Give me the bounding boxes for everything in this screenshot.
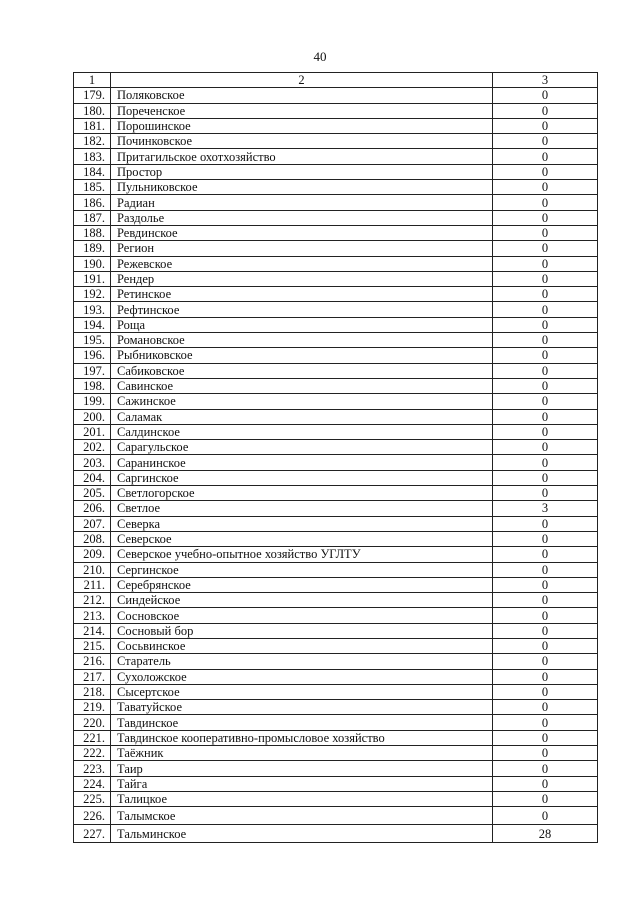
- row-value-cell: 0: [493, 807, 598, 825]
- table-row: [74, 684, 598, 699]
- row-number-cell: 223.: [74, 761, 111, 776]
- row-name-cell: Таир: [111, 761, 493, 776]
- row-value-cell: 0: [493, 378, 598, 393]
- table-row: [74, 562, 598, 577]
- row-number-cell: 200.: [74, 409, 111, 424]
- row-name-cell: Талицкое: [111, 791, 493, 806]
- table-row: [74, 638, 598, 653]
- table-row: [74, 455, 598, 470]
- row-number-cell: 183.: [74, 149, 111, 164]
- row-number-cell: 180.: [74, 103, 111, 118]
- row-number-cell: 199.: [74, 394, 111, 409]
- row-name-cell: Синдейское: [111, 593, 493, 608]
- row-name-cell: Саранинское: [111, 455, 493, 470]
- row-number-cell: 179.: [74, 88, 111, 103]
- table-row: [74, 88, 598, 103]
- table-row: [74, 623, 598, 638]
- row-value-cell: 0: [493, 776, 598, 791]
- table-row: [74, 424, 598, 439]
- row-value-cell: 0: [493, 638, 598, 653]
- table-row: [74, 654, 598, 669]
- table-row: [74, 440, 598, 455]
- row-value-cell: 0: [493, 164, 598, 179]
- row-value-cell: 0: [493, 409, 598, 424]
- row-value-cell: 28: [493, 825, 598, 843]
- row-name-cell: Сосновый бор: [111, 623, 493, 638]
- row-number-cell: 213.: [74, 608, 111, 623]
- table-row: [74, 669, 598, 684]
- row-value-cell: 0: [493, 730, 598, 745]
- row-value-cell: 0: [493, 88, 598, 103]
- row-value-cell: 0: [493, 363, 598, 378]
- row-number-cell: 226.: [74, 807, 111, 825]
- row-name-cell: Саргинское: [111, 470, 493, 485]
- page-number: 40: [313, 49, 327, 64]
- row-name-cell: Починковское: [111, 134, 493, 149]
- row-number-cell: 202.: [74, 440, 111, 455]
- row-value-cell: 0: [493, 195, 598, 210]
- row-value-cell: 0: [493, 271, 598, 286]
- table-row: [74, 700, 598, 715]
- table-row: [74, 317, 598, 332]
- row-value-cell: 0: [493, 746, 598, 761]
- row-name-cell: Простор: [111, 164, 493, 179]
- row-name-cell: Притагильское охотхозяйство: [111, 149, 493, 164]
- table-row: [74, 746, 598, 761]
- row-value-cell: 0: [493, 348, 598, 363]
- row-name-cell: Саламак: [111, 409, 493, 424]
- row-value-cell: 0: [493, 424, 598, 439]
- row-name-cell: Старатель: [111, 654, 493, 669]
- row-number-cell: 181.: [74, 118, 111, 133]
- table-row: [74, 348, 598, 363]
- header-cell-1: 1: [74, 73, 111, 88]
- row-value-cell: 0: [493, 149, 598, 164]
- row-name-cell: Серебрянское: [111, 577, 493, 592]
- row-value-cell: 0: [493, 118, 598, 133]
- row-value-cell: 0: [493, 669, 598, 684]
- row-number-cell: 201.: [74, 424, 111, 439]
- row-name-cell: Рефтинское: [111, 302, 493, 317]
- row-number-cell: 207.: [74, 516, 111, 531]
- row-number-cell: 210.: [74, 562, 111, 577]
- row-number-cell: 225.: [74, 791, 111, 806]
- table-row: [74, 608, 598, 623]
- row-number-cell: 218.: [74, 684, 111, 699]
- row-number-cell: 214.: [74, 623, 111, 638]
- row-value-cell: 0: [493, 531, 598, 546]
- row-number-cell: 208.: [74, 531, 111, 546]
- row-value-cell: 0: [493, 333, 598, 348]
- table-row: [74, 149, 598, 164]
- row-name-cell: Светлое: [111, 501, 493, 516]
- table-row: [74, 825, 598, 843]
- row-number-cell: 211.: [74, 577, 111, 592]
- table-row: [74, 210, 598, 225]
- row-number-cell: 191.: [74, 271, 111, 286]
- table-row: [74, 333, 598, 348]
- row-number-cell: 190.: [74, 256, 111, 271]
- table-row: [74, 118, 598, 133]
- table-row: [74, 378, 598, 393]
- row-value-cell: 0: [493, 791, 598, 806]
- row-number-cell: 205.: [74, 486, 111, 501]
- row-number-cell: 212.: [74, 593, 111, 608]
- row-name-cell: Савинское: [111, 378, 493, 393]
- row-number-cell: 206.: [74, 501, 111, 516]
- row-value-cell: 0: [493, 287, 598, 302]
- row-name-cell: Радиан: [111, 195, 493, 210]
- row-name-cell: Сарагульское: [111, 440, 493, 455]
- row-number-cell: 198.: [74, 378, 111, 393]
- row-value-cell: 0: [493, 577, 598, 592]
- row-value-cell: 0: [493, 547, 598, 562]
- table-row: [74, 501, 598, 516]
- table-row: [74, 715, 598, 730]
- row-value-cell: 0: [493, 455, 598, 470]
- row-value-cell: 0: [493, 134, 598, 149]
- row-value-cell: 0: [493, 608, 598, 623]
- row-name-cell: Салдинское: [111, 424, 493, 439]
- row-number-cell: 203.: [74, 455, 111, 470]
- table-row: [74, 547, 598, 562]
- row-name-cell: Порошинское: [111, 118, 493, 133]
- header-cell-2: 2: [111, 73, 493, 88]
- row-number-cell: 186.: [74, 195, 111, 210]
- row-value-cell: 0: [493, 486, 598, 501]
- row-name-cell: Северское: [111, 531, 493, 546]
- table-row: [74, 791, 598, 806]
- row-name-cell: Ревдинское: [111, 225, 493, 240]
- table-row: [74, 225, 598, 240]
- table-row: [74, 103, 598, 118]
- table-row: [74, 761, 598, 776]
- row-name-cell: Пореченское: [111, 103, 493, 118]
- row-name-cell: Таёжник: [111, 746, 493, 761]
- row-name-cell: Северское учебно-опытное хозяйство УГЛТУ: [111, 547, 493, 562]
- table-row: [74, 409, 598, 424]
- row-number-cell: 209.: [74, 547, 111, 562]
- row-name-cell: Сосьвинское: [111, 638, 493, 653]
- row-name-cell: Сабиковское: [111, 363, 493, 378]
- row-number-cell: 184.: [74, 164, 111, 179]
- row-value-cell: 0: [493, 715, 598, 730]
- row-value-cell: 0: [493, 623, 598, 638]
- row-value-cell: 0: [493, 225, 598, 240]
- header-row: [74, 73, 598, 88]
- row-number-cell: 185.: [74, 180, 111, 195]
- row-number-cell: 216.: [74, 654, 111, 669]
- row-number-cell: 219.: [74, 700, 111, 715]
- row-name-cell: Регион: [111, 241, 493, 256]
- row-name-cell: Роща: [111, 317, 493, 332]
- table-row: [74, 593, 598, 608]
- row-name-cell: Рендер: [111, 271, 493, 286]
- table-row: [74, 180, 598, 195]
- data-table: [73, 72, 598, 843]
- row-number-cell: 189.: [74, 241, 111, 256]
- table-row: [74, 394, 598, 409]
- row-value-cell: 0: [493, 302, 598, 317]
- table-row: [74, 730, 598, 745]
- row-number-cell: 224.: [74, 776, 111, 791]
- row-name-cell: Сергинское: [111, 562, 493, 577]
- row-value-cell: 0: [493, 440, 598, 455]
- row-value-cell: 0: [493, 684, 598, 699]
- row-name-cell: Режевское: [111, 256, 493, 271]
- row-value-cell: 0: [493, 470, 598, 485]
- row-number-cell: 197.: [74, 363, 111, 378]
- row-name-cell: Талымское: [111, 807, 493, 825]
- row-number-cell: 187.: [74, 210, 111, 225]
- row-value-cell: 0: [493, 761, 598, 776]
- table-row: [74, 807, 598, 825]
- table-row: [74, 776, 598, 791]
- row-value-cell: 0: [493, 180, 598, 195]
- row-value-cell: 0: [493, 516, 598, 531]
- table-row: [74, 486, 598, 501]
- row-value-cell: 3: [493, 501, 598, 516]
- row-value-cell: 0: [493, 654, 598, 669]
- row-name-cell: Тавдинское кооперативно-промысловое хозяйство: [111, 730, 493, 745]
- row-number-cell: 227.: [74, 825, 111, 843]
- row-number-cell: 188.: [74, 225, 111, 240]
- row-name-cell: Пульниковское: [111, 180, 493, 195]
- table-row: [74, 363, 598, 378]
- header-cell-3: 3: [493, 73, 598, 88]
- row-name-cell: Сосновское: [111, 608, 493, 623]
- row-value-cell: 0: [493, 593, 598, 608]
- row-name-cell: Сухоложское: [111, 669, 493, 684]
- row-value-cell: 0: [493, 210, 598, 225]
- row-name-cell: Северка: [111, 516, 493, 531]
- table-row: [74, 195, 598, 210]
- row-name-cell: Сысертское: [111, 684, 493, 699]
- row-value-cell: 0: [493, 241, 598, 256]
- row-value-cell: 0: [493, 103, 598, 118]
- row-value-cell: 0: [493, 317, 598, 332]
- row-name-cell: Поляковское: [111, 88, 493, 103]
- row-name-cell: Таватуйское: [111, 700, 493, 715]
- row-number-cell: 222.: [74, 746, 111, 761]
- table-row: [74, 516, 598, 531]
- table-row: [74, 256, 598, 271]
- row-number-cell: 194.: [74, 317, 111, 332]
- table-row: [74, 531, 598, 546]
- table-row: [74, 287, 598, 302]
- row-name-cell: Светлогорское: [111, 486, 493, 501]
- row-number-cell: 192.: [74, 287, 111, 302]
- row-number-cell: 182.: [74, 134, 111, 149]
- row-name-cell: Раздолье: [111, 210, 493, 225]
- row-value-cell: 0: [493, 256, 598, 271]
- row-name-cell: Ретинское: [111, 287, 493, 302]
- row-name-cell: Рыбниковское: [111, 348, 493, 363]
- row-name-cell: Тавдинское: [111, 715, 493, 730]
- table-row: [74, 164, 598, 179]
- row-number-cell: 220.: [74, 715, 111, 730]
- row-number-cell: 221.: [74, 730, 111, 745]
- row-number-cell: 204.: [74, 470, 111, 485]
- table-row: [74, 470, 598, 485]
- row-value-cell: 0: [493, 700, 598, 715]
- row-name-cell: Тайга: [111, 776, 493, 791]
- table-body: [74, 73, 598, 843]
- row-name-cell: Тальминское: [111, 825, 493, 843]
- table-row: [74, 134, 598, 149]
- row-number-cell: 193.: [74, 302, 111, 317]
- table-row: [74, 241, 598, 256]
- table-row: [74, 302, 598, 317]
- row-number-cell: 215.: [74, 638, 111, 653]
- row-value-cell: 0: [493, 394, 598, 409]
- row-value-cell: 0: [493, 562, 598, 577]
- row-name-cell: Сажинское: [111, 394, 493, 409]
- table-row: [74, 271, 598, 286]
- row-number-cell: 217.: [74, 669, 111, 684]
- row-number-cell: 196.: [74, 348, 111, 363]
- row-name-cell: Романовское: [111, 333, 493, 348]
- row-number-cell: 195.: [74, 333, 111, 348]
- table-row: [74, 577, 598, 592]
